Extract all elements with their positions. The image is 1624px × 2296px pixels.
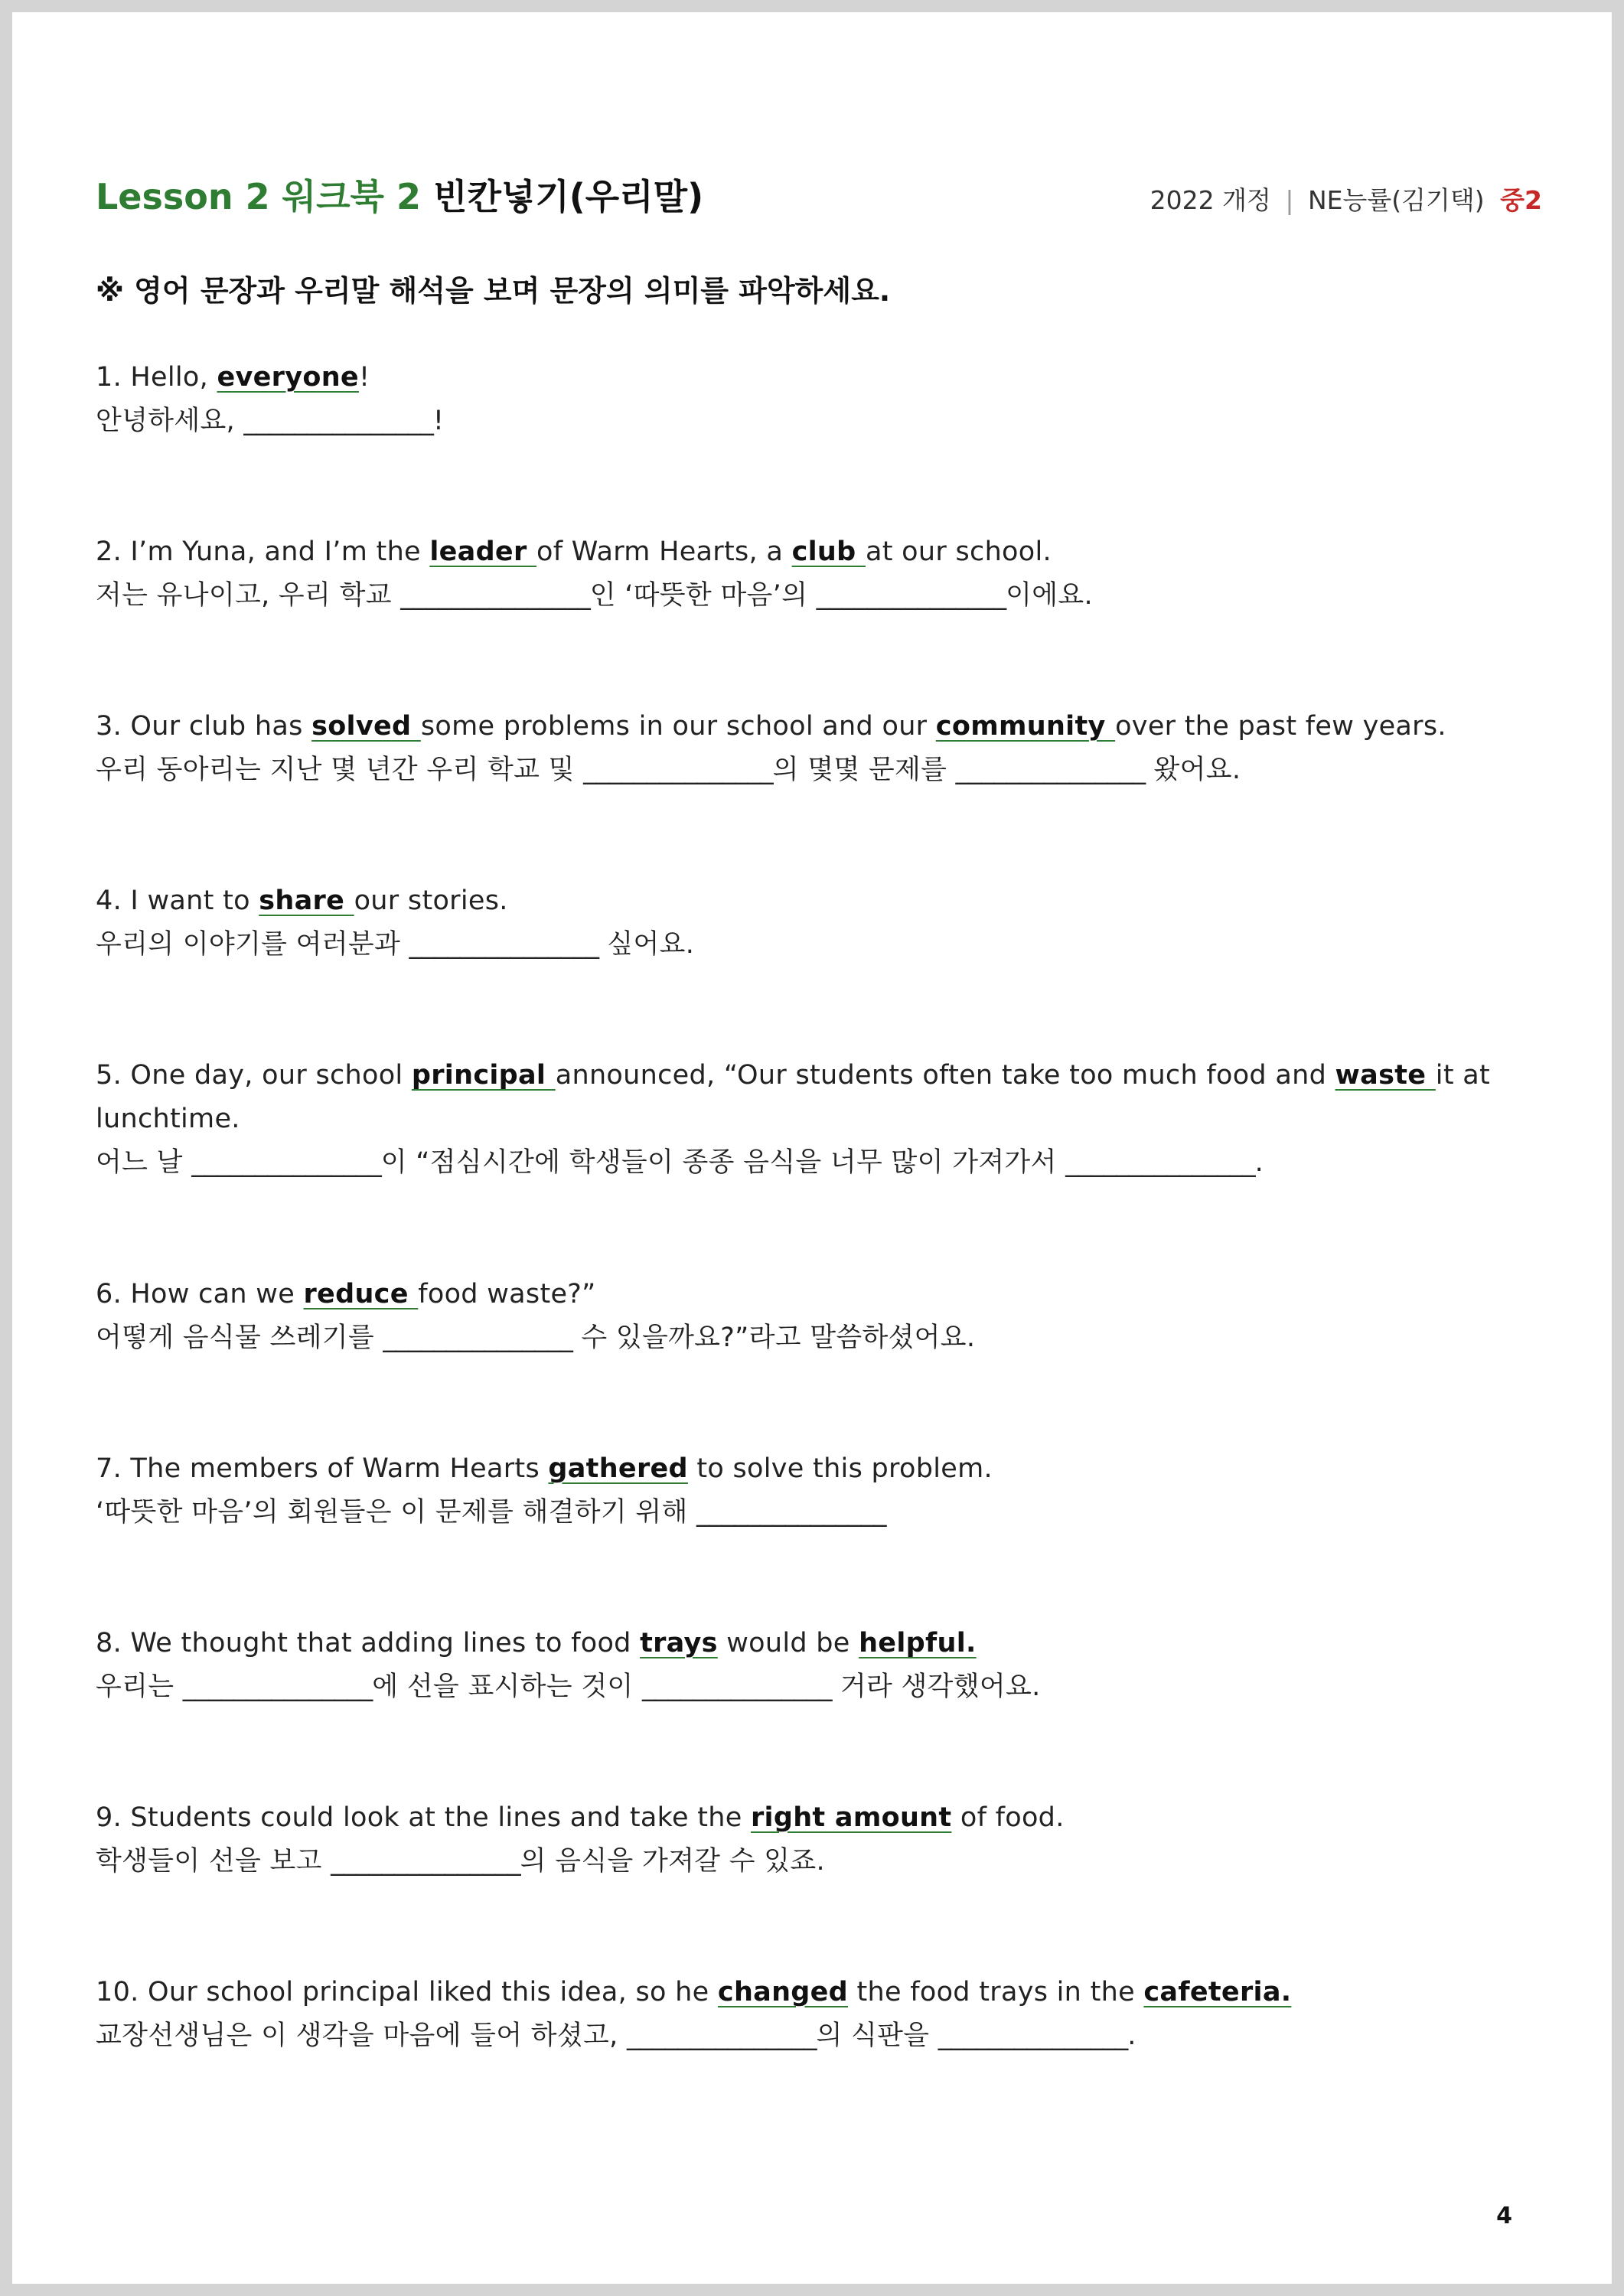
exercise-item-6	[96, 1273, 1542, 1360]
page-title	[96, 169, 703, 220]
korean-translation: ‘따뜻한 마음’의 회원들은 이 문제를 해결하기 위해 _______________	[96, 1497, 886, 1528]
answer-blank[interactable]: _______________	[182, 1671, 373, 1702]
grade-label: 중2	[1500, 185, 1542, 215]
exercise-item-1	[96, 356, 1542, 443]
korean-translation: 어떻게 음식물 쓰레기를 _______________ 수 있을까요?”라고 말씀하셨어요.	[96, 1322, 976, 1353]
keyword: right amount	[750, 1802, 952, 1833]
korean-translation: 우리 동아리는 지난 몇 년간 우리 학교 및 _______________의 몇몇 문제를 _______________ 왔어요.	[96, 755, 1241, 785]
keyword: community	[935, 711, 1116, 742]
exercise-item-4	[96, 879, 1542, 967]
english-sentence: 7. The members of Warm Hearts gathered to solve this problem.	[96, 1453, 993, 1484]
english-sentence: 9. Students could look at the lines and take the right amount of food.	[96, 1802, 1065, 1833]
english-sentence: 4. I want to share our stories.	[96, 885, 508, 916]
answer-blank[interactable]: _______________	[583, 755, 773, 785]
keyword: leader	[429, 536, 537, 567]
exercise-item-9	[96, 1796, 1542, 1883]
worksheet-page	[12, 12, 1612, 2284]
keyword: everyone	[217, 362, 359, 393]
english-sentence: 3. Our club has solved some problems in our school and our community over the past few years.	[96, 711, 1446, 742]
keyword: solved	[311, 711, 421, 742]
korean-translation: 저는 유나이고, 우리 학교 _______________인 ‘따뜻한 마음’의 _______________이에요.	[96, 580, 1093, 611]
answer-blank[interactable]: _______________	[383, 1322, 572, 1353]
instruction-text: ※ 영어 문장과 우리말 해석을 보며 문장의 의미를 파악하세요.	[96, 274, 891, 308]
keyword: gathered	[548, 1453, 688, 1484]
answer-blank[interactable]: _______________	[626, 2020, 817, 2051]
keyword: waste	[1335, 1060, 1436, 1091]
meta-separator: |	[1285, 185, 1294, 215]
exercise-item-5	[96, 1054, 1542, 1185]
answer-blank[interactable]: _______________	[641, 1671, 832, 1702]
english-sentence: 8. We thought that adding lines to food trays would be helpful.	[96, 1628, 977, 1658]
answer-blank[interactable]: _______________	[400, 580, 590, 611]
korean-translation: 안녕하세요, _______________!	[96, 406, 445, 436]
korean-translation: 학생들이 선을 보고 _______________의 음식을 가져갈 수 있죠.	[96, 1846, 825, 1877]
korean-translation: 우리의 이야기를 여러분과 _______________ 싶어요.	[96, 929, 695, 960]
page-number: 4	[1496, 2203, 1512, 2229]
keyword: club	[791, 536, 866, 567]
keyword: principal	[411, 1060, 556, 1091]
answer-blank[interactable]: _______________	[409, 929, 598, 960]
curriculum-year: 2022 개정	[1150, 185, 1271, 215]
keyword: cafeteria.	[1143, 1977, 1292, 2007]
answer-blank[interactable]: _______________	[955, 755, 1146, 785]
answer-blank[interactable]: _______________	[696, 1497, 886, 1528]
keyword: helpful.	[859, 1628, 977, 1658]
korean-translation: 교장선생님은 이 생각을 마음에 들어 하셨고, _______________의 식판을 _______________.	[96, 2020, 1136, 2051]
exercise-item-3	[96, 705, 1542, 792]
english-sentence: 5. One day, our school principal announced, “Our students often take too much food and waste it at	[96, 1060, 1491, 1091]
worksheet-subtitle: 빈칸넣기(우리말)	[433, 176, 704, 217]
keyword: changed	[717, 1977, 849, 2007]
exercise-item-7	[96, 1447, 1542, 1534]
english-sentence: 1. Hello, everyone!	[96, 362, 370, 393]
answer-blank[interactable]: _______________	[191, 1147, 381, 1178]
answer-blank[interactable]: _______________	[938, 2020, 1128, 2051]
answer-blank[interactable]: _______________	[1065, 1147, 1255, 1178]
english-sentence: 2. I’m Yuna, and I’m the leader of Warm Hearts, a club at our school.	[96, 536, 1052, 567]
keyword: reduce	[303, 1279, 419, 1309]
exercise-item-8	[96, 1622, 1542, 1709]
answer-blank[interactable]: _______________	[331, 1846, 520, 1877]
exercise-item-2	[96, 530, 1542, 618]
textbook-meta	[1150, 181, 1542, 217]
keyword: trays	[640, 1628, 718, 1658]
english-sentence: 6. How can we reduce food waste?”	[96, 1279, 596, 1309]
answer-blank[interactable]: _______________	[816, 580, 1006, 611]
page-header	[96, 169, 1542, 220]
answer-blank[interactable]: _______________	[243, 406, 433, 436]
keyword: share	[259, 885, 354, 916]
publisher-name: NE능률(김기택)	[1307, 185, 1485, 215]
korean-translation: 우리는 _______________에 선을 표시하는 것이 _______________ 거라 생각했어요.	[96, 1671, 1041, 1702]
lesson-label: Lesson 2 워크북 2	[96, 176, 421, 217]
english-sentence: 10. Our school principal liked this idea, so he changed the food trays in the cafeteria.	[96, 1977, 1292, 2007]
english-sentence-continued: lunchtime.	[96, 1104, 240, 1134]
korean-translation: 어느 날 _______________이 “점심시간에 학생들이 종종 음식을 너무 많이 가져가서 _______________.	[96, 1147, 1264, 1178]
exercise-item-10	[96, 1971, 1542, 2058]
